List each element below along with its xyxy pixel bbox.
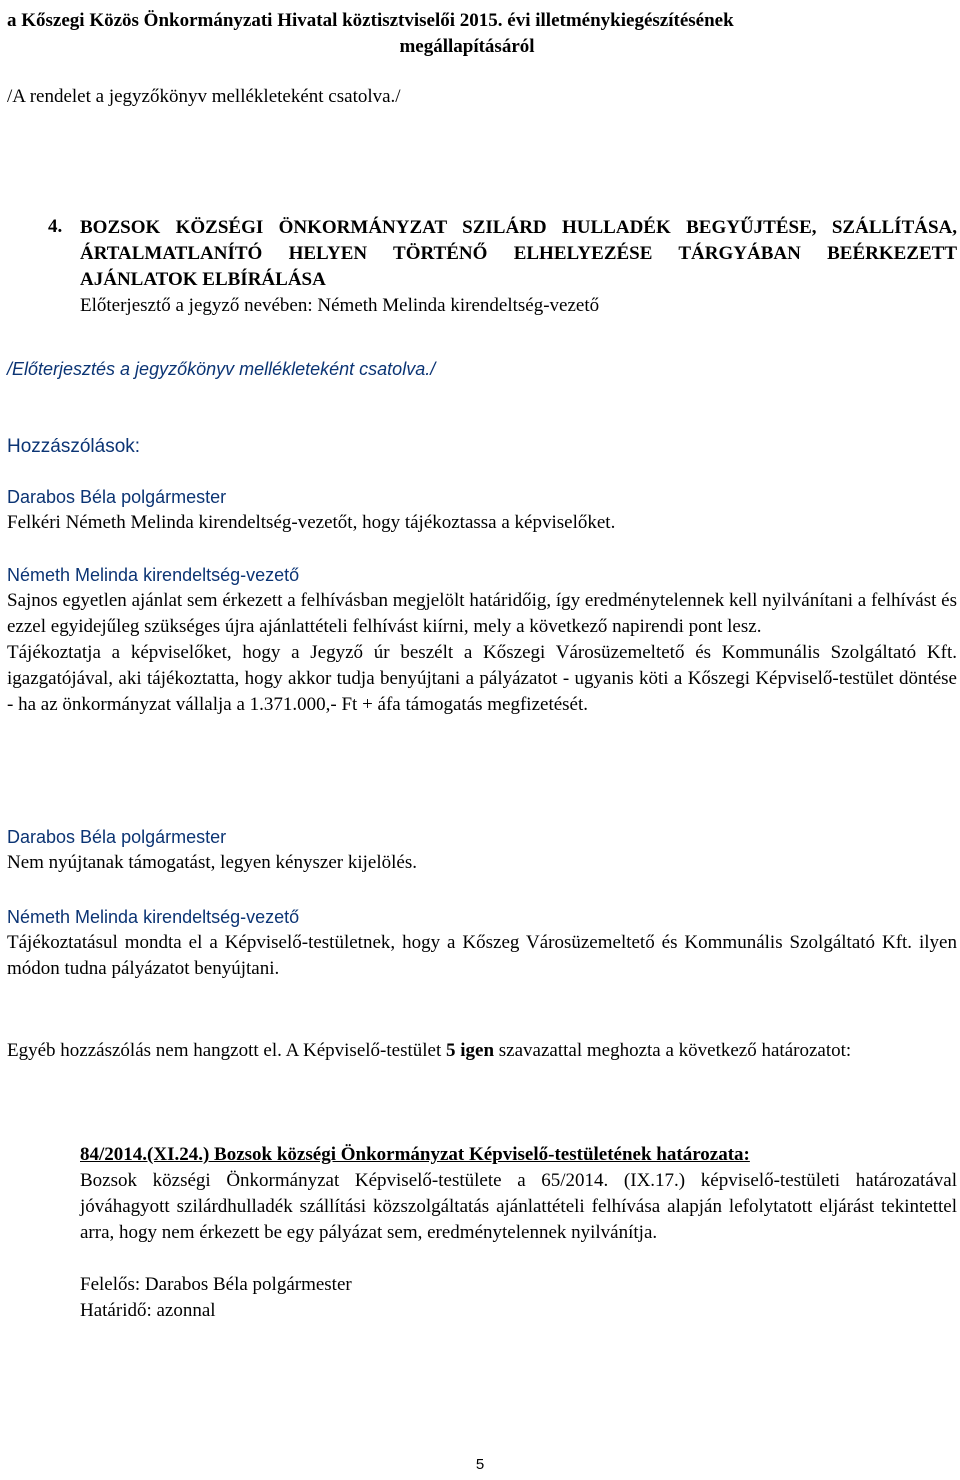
- proposal-note: /Előterjesztés a jegyzőkönyv mellékleteként csatolva./: [7, 359, 436, 379]
- agenda-item-number: 4.: [48, 216, 63, 237]
- comment-text-continued: Tájékoztatja a képviselőket, hogy a Jegyző úr beszélt a Kőszegi Városüzemeltető és Kommunális Szolgáltató Kft. igazgatójával, aki tájékoztatta, hogy akkor tudja benyújtani a pályázatot - ugyanis köti a Kőszegi Képviselő-testület döntése - ha az önkormányzat vállalja a 1.371.000,- Ft + áfa támogatás megfizetését.: [7, 642, 957, 715]
- comment-speaker: Darabos Béla polgármester: [7, 487, 227, 507]
- comment-2: [7, 562, 957, 718]
- vote-text-before: Egyéb hozzászólás nem hangzott el. A Képviselő-testület: [7, 1040, 446, 1061]
- comment-4: [7, 904, 957, 982]
- vote-text-after: szavazattal meghozta a következő határozatot:: [494, 1040, 852, 1061]
- previous-item-title-line1: a Kőszegi Közös Önkormányzati Hivatal köztisztviselői 2015. évi illetménykiegészítésének: [7, 10, 734, 31]
- agenda-item-presenter: Előterjesztő a jegyző nevében: Németh Melinda kirendeltség-vezető: [80, 295, 600, 316]
- resolution-title: 84/2014.(XI.24.) Bozsok községi Önkormányzat Képviselő-testületének határozata:: [80, 1144, 750, 1165]
- resolution-deadline: Határidő: azonnal: [80, 1300, 216, 1321]
- agenda-item-title: BOZSOK KÖZSÉGI ÖNKORMÁNYZAT SZILÁRD HULLADÉK BEGYŰJTÉSE, SZÁLLÍTÁSA, ÁRTALMATLANÍTÓ HELYEN TÖRTÉNŐ ELHELYEZÉSE TÁRGYÁBAN BEÉRKEZETT AJÁNLATOK ELBÍRÁLÁSA: [80, 217, 957, 290]
- agenda-item: [48, 215, 957, 319]
- previous-item-title-line2: megállapításáról: [399, 36, 535, 57]
- resolution-body: Bozsok községi Önkormányzat Képviselő-testülete a 65/2014. (IX.17.) képviselő-testületi határozatával jóváhagyott szilárdhulladék szállítási közszolgáltatás ajánlattételi felhívása alapján lefolytatott eljárást tekintettel arra, hogy nem érkezett be egy pályázat sem, eredménytelennek nyilvánítja.: [80, 1170, 957, 1243]
- resolution-responsible: Felelős: Darabos Béla polgármester: [80, 1274, 352, 1295]
- comment-speaker: Németh Melinda kirendeltség-vezető: [7, 565, 300, 585]
- page-number: 5: [475, 1456, 485, 1473]
- comment-text: Sajnos egyetlen ajánlat sem érkezett a felhívásban megjelölt határidőig, így eredménytelennek kell nyilvánítani a felhívást és ezzel egyidejűleg szükséges újra ajánlattételi felhívást kiírni, mely a következő napirendi pont lesz.: [7, 590, 957, 637]
- comment-speaker: Németh Melinda kirendeltség-vezető: [7, 907, 300, 927]
- comment-text: Tájékoztatásul mondta el a Képviselő-testületnek, hogy a Kőszeg Városüzemeltető és Kommunális Szolgáltató Kft. ilyen módon tudna pályázatot benyújtani.: [7, 932, 957, 979]
- previous-item-title: [7, 0, 957, 60]
- comment-3: [7, 824, 957, 876]
- comment-1: [7, 484, 957, 536]
- comment-text: Nem nyújtanak támogatást, legyen kényszer kijelölés.: [7, 852, 417, 873]
- comment-speaker: Darabos Béla polgármester: [7, 827, 227, 847]
- attachment-note: /A rendelet a jegyzőkönyv mellékleteként csatolva./: [7, 86, 401, 107]
- comments-title: Hozzászólások:: [7, 436, 141, 457]
- comment-text: Felkéri Németh Melinda kirendeltség-vezetőt, hogy tájékoztassa a képviselőket.: [7, 512, 616, 533]
- vote-count: 5 igen: [446, 1040, 495, 1061]
- resolution: [80, 1142, 957, 1324]
- vote-statement: [7, 1038, 957, 1064]
